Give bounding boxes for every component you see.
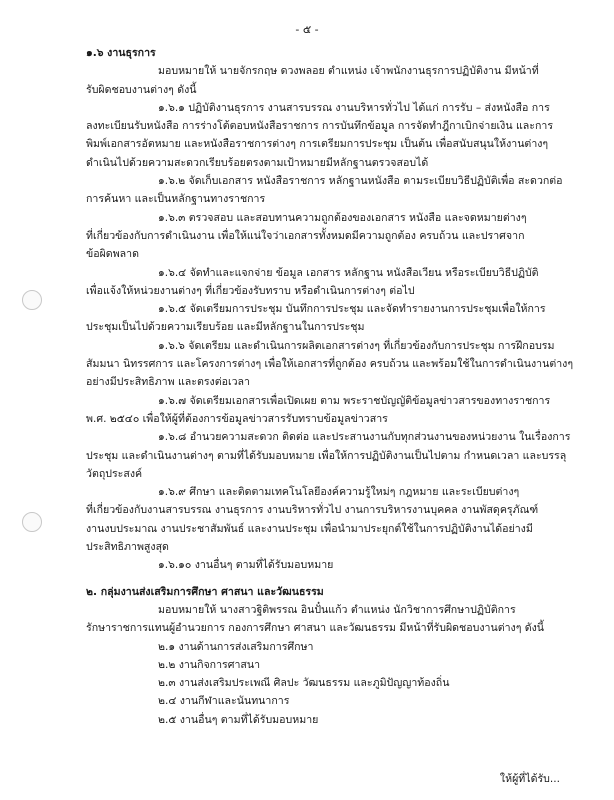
page-number: - ๕ - xyxy=(295,23,319,36)
duty-line: ๑.๖.๔ จัดทำและแจกจ่าย ข้อมูล เอกสาร หลักฐาน หนังสือเวียน หรือระเบียบวิธีปฏิบัติ xyxy=(158,266,539,279)
duty-line: ๑.๖.๓ ตรวจสอบ และสอบทานความถูกต้องของเอกสาร หนังสือ และจดหมายต่างๆ xyxy=(158,211,527,224)
duty-line: ลงทะเบียนรับหนังสือ การร่างโต้ตอบหนังสือราชการ การบันทึกข้อมูล การจัดทำฎีกาเบิกจ่ายเงิน และการ xyxy=(86,120,554,133)
duty-line: ๑.๖.๑๐ งานอื่นๆ ตามที่ได้รับมอบหมาย xyxy=(158,559,334,572)
assignment-line: รักษาราชการแทนผู้อำนวยการ กองการศึกษา ศาสนา และวัฒนธรรม มีหน้าที่รับผิดชอบงานต่างๆ ดังนี้ xyxy=(86,622,545,635)
duty-line: ๑.๖.๗ จัดเตรียมเอกสารเพื่อเปิดเผย ตาม พระราชบัญญัติข้อมูลข่าวสารของทางราชการ xyxy=(158,394,551,407)
duty-line: วัตถุประสงค์ xyxy=(86,467,143,480)
duty-line: พ.ศ. ๒๕๔๐ เพื่อให้ผู้ที่ต้องการข้อมูลข่าวสารรับทราบข้อมูลข่าวสาร xyxy=(86,412,388,425)
duty-line: ๑.๖.๖ จัดเตรียม และดำเนินการผลิตเอกสารต่างๆ ที่เกี่ยวข้องกับการประชุม การฝึกอบรม xyxy=(158,339,555,352)
duty-line: ที่เกี่ยวข้องกับการดำเนินงาน เพื่อให้แน่ใจว่าเอกสารทั้งหมดมีความถูกต้อง ครบถ้วน และปราศจาก xyxy=(86,229,525,242)
section-heading: ๑.๖ งานธุรการ xyxy=(86,47,156,59)
duty-line: พิมพ์เอกสารอัตหมาย และหนังสือราชการต่างๆ การเตรียมการประชุม เป็นต้น เพื่อสนับสนุนให้งานต่างๆ xyxy=(86,138,549,151)
assignment-line: มอบหมายให้ นายจักรกฤษ ดวงพลอย ตำแหน่ง เจ้าพนักงานธุรการปฏิบัติงาน มีหน้าที่ xyxy=(158,65,539,78)
duty-line: ประสิทธิภาพสูงสุด xyxy=(86,541,169,554)
duty-line: ที่เกี่ยวข้องกับงานสารบรรณ งานธุรการ งานบริหารทั่วไป งานการบริหารงานบุคคล งานพัสดุครุภัณฑ์ xyxy=(86,504,539,517)
duty-line: การค้นหา และเป็นหลักฐานทางราชการ xyxy=(86,193,266,206)
list-item: ๒.๒ งานกิจการศาสนา xyxy=(158,658,261,671)
document-body xyxy=(86,44,576,729)
section-heading: ๒. กลุ่มงานส่งเสริมการศึกษา ศาสนา และวัฒนธรรม xyxy=(86,585,324,598)
duty-line: ข้อผิดพลาด xyxy=(86,248,139,261)
assignment-line: รับผิดชอบงานต่างๆ ดังนี้ xyxy=(86,83,197,96)
list-item: ๒.๑ งานด้านการส่งเสริมการศึกษา xyxy=(158,640,314,653)
continuation-note: ให้ผู้ที่ได้รับ... xyxy=(499,773,560,785)
assignment-line: มอบหมายให้ นางสาวฐิติพรรณ อินปั๋นแก้ว ตำแหน่ง นักวิชาการศึกษาปฏิบัติการ xyxy=(158,603,516,616)
duty-line: อย่างมีประสิทธิภาพ และตรงต่อเวลา xyxy=(86,376,250,389)
list-item: ๒.๕ งานอื่นๆ ตามที่ได้รับมอบหมาย xyxy=(158,713,319,726)
duty-line: ๑.๖.๕ จัดเตรียมการประชุม บันทึกการประชุม และจัดทำรายงานการประชุมเพื่อให้การ xyxy=(158,303,546,316)
duty-line: ๑.๖.๒ จัดเก็บเอกสาร หนังสือราชการ หลักฐานหนังสือ ตามระเบียบวิธีปฏิบัติเพื่อ สะดวกต่อ xyxy=(158,175,563,188)
punch-hole xyxy=(22,512,42,532)
list-item: ๒.๓ งานส่งเสริมประเพณี ศิลปะ วัฒนธรรม และภูมิปัญญาท้องถิ่น xyxy=(158,677,450,690)
duty-line: ๑.๖.๑ ปฏิบัติงานธุรการ งานสารบรรณ งานบริหารทั่วไป ได้แก่ การรับ – ส่งหนังสือ การ xyxy=(158,101,550,114)
duty-line: งานงบประมาณ งานประชาสัมพันธ์ และงานประชุม เพื่อนำมาประยุกต์ใช้ในการปฏิบัติงานได้อย่างมี xyxy=(86,522,533,535)
duty-line: ประชุม และดำเนินงานต่างๆ ตามที่ได้รับมอบหมาย เพื่อให้การปฏิบัติงานเป็นไปตาม กำหนดเวลา และบรรลุ xyxy=(86,449,567,462)
duty-line: ดำเนินไปด้วยความสะดวกเรียบร้อยตรงตามเป้าหมายมีหลักฐานตรวจสอบได้ xyxy=(86,156,429,169)
duty-line: ๑.๖.๘ อำนวยความสะดวก ติดต่อ และประสานงานกับทุกส่วนงานของหน่วยงาน ในเรื่องการ xyxy=(158,431,571,444)
duty-line: ๑.๖.๙ ศึกษา และติดตามเทคโนโลยีองค์ความรู้ใหม่ๆ กฎหมาย และระเบียบต่างๆ xyxy=(158,486,520,499)
duty-line: ประชุมเป็นไปด้วยความเรียบร้อย และมีหลักฐานในการประชุม xyxy=(86,321,365,334)
list-item: ๒.๔ งานกีฬาและนันทนาการ xyxy=(158,695,290,708)
duty-line: เพื่อแจ้งให้หน่วยงานต่างๆ ที่เกี่ยวข้องรับทราบ หรือดำเนินการต่างๆ ต่อไป xyxy=(86,284,415,297)
punch-hole xyxy=(22,290,42,310)
duty-line: สัมมนา นิทรรศการ และโครงการต่างๆ เพื่อให้เอกสารที่ถูกต้อง ครบถ้วน และพร้อมใช้ในการดำเนินงานต่างๆ xyxy=(86,358,574,371)
